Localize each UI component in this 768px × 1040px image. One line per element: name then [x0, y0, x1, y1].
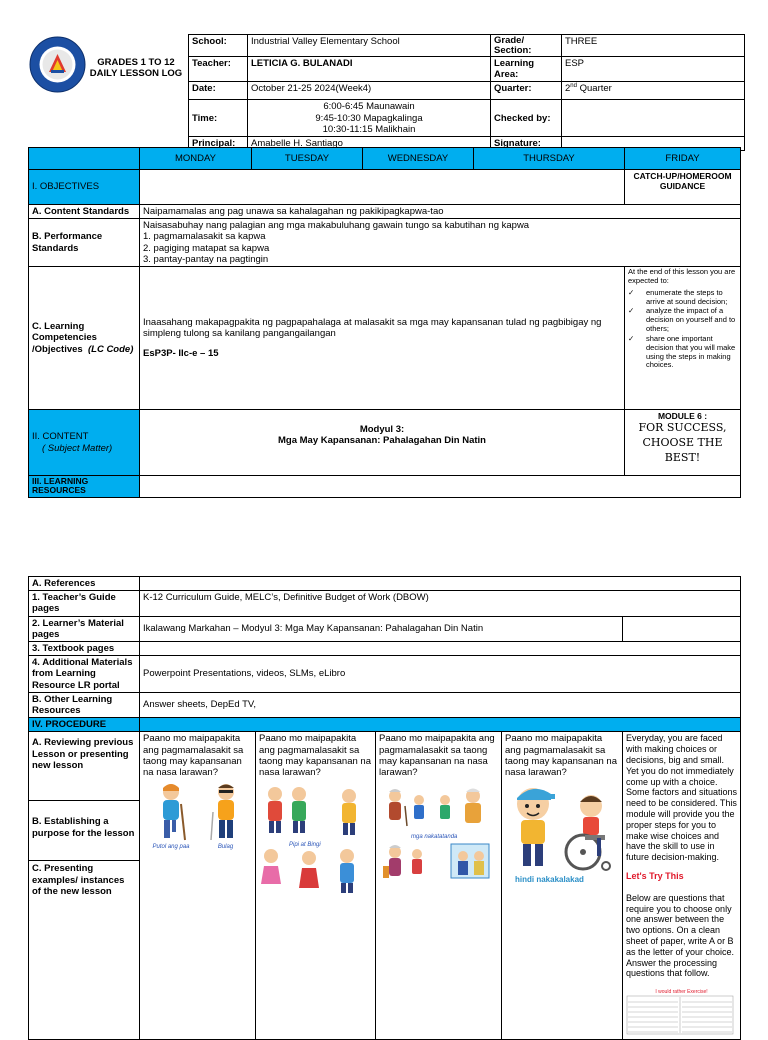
references-value	[140, 577, 741, 591]
learners-material-value: Ikalawang Markahan – Modyul 3: Mga May Kapansanan: Pahalagahan Din Natin	[140, 616, 623, 641]
tuesday-illustration	[259, 784, 372, 897]
content-standards-label: A. Content Standards	[29, 205, 140, 219]
caption-hindi-nakakalakad: hindi nakakalakad	[515, 875, 584, 885]
learners-material-label: 2. Learner’s Material pages	[29, 616, 140, 641]
caption-putol: Putol ang paa	[152, 844, 190, 851]
procedure-steps	[29, 732, 140, 1040]
day-thursday: THURSDAY	[474, 148, 625, 170]
wednesday-procedure	[376, 732, 502, 1040]
step-a-label: A. Reviewing previous Lesson or presenting new lesson	[29, 732, 139, 801]
title-line-1: GRADES 1 TO 12	[97, 57, 175, 68]
learners-material-friday	[623, 616, 741, 641]
time-label: Time:	[189, 100, 248, 137]
content-label: II. CONTENT ( Subject Matter)	[29, 410, 140, 476]
worksheet-lines	[626, 995, 734, 1035]
procedure-bar	[140, 718, 741, 732]
area-value: ESP	[562, 57, 745, 82]
quarter-value: 2nd Quarter	[562, 82, 745, 100]
other-resources-label: B. Other Learning Resources	[29, 692, 140, 717]
would-rather-worksheet	[626, 989, 737, 1038]
caption-nakatatanda: mga nakatatanda	[411, 834, 458, 841]
learning-resources-value	[140, 476, 741, 498]
friday-intro-text: Everyday, you are faced with making choices or decisions, big and small. Yet you do not immediately come up with a choice. Some factors and situations need to be considered. This module will provide you the proper steps for you to make wise choices and have the skill to use in future decision-making.	[626, 733, 738, 863]
monday-procedure	[140, 732, 256, 1040]
learning-resources-label: III. LEARNING RESOURCES	[29, 476, 140, 498]
thursday-question: Paano mo maipapakita ang pagmamalasakit sa taong may kapansanan na nasa larawan?	[505, 733, 617, 779]
objectives-mon-thu	[140, 170, 625, 205]
learning-competencies-label: C. Learning Competencies /Objectives (LC Code)	[29, 267, 140, 410]
objectives-label: I. OBJECTIVES	[29, 170, 140, 205]
teachers-guide-value: K-12 Curriculum Guide, MELC’s, Definitive Budget of Work (DBOW)	[140, 591, 741, 616]
references-label: A. References	[29, 577, 140, 591]
corner-cell	[29, 148, 140, 170]
additional-materials-label: 4. Additional Materials from Learning Resource LR portal	[29, 656, 140, 693]
objectives-table	[28, 147, 741, 498]
content-value: Modyul 3: Mga May Kapansanan: Pahalagahan Din Natin	[140, 410, 625, 476]
performance-standards-value: Naisasabuhay nang palagian ang mga makabuluhang gawain tungo sa kabutihan ng kapwa 1. pagmamalasakit sa kapwa 2. pagiging matapat sa kapwa 3. pantay-pantay na pagtingin	[140, 219, 741, 267]
tuesday-procedure	[256, 732, 376, 1040]
additional-materials-value: Powerpoint Presentations, videos, SLMs, eLibro	[140, 656, 741, 693]
content-standards-value: Naipamamalas ang pag unawa sa kahalagahan ng pakikipagkapwa-tao	[140, 205, 741, 219]
procedure-label: IV. PROCEDURE	[29, 718, 140, 732]
deped-logo	[29, 36, 86, 93]
thursday-illustration	[505, 780, 619, 893]
grade-value: THREE	[562, 35, 745, 57]
friday-competencies: At the end of this lesson you are expected to: ✓ enumerate the steps to arrive at sound decision; ✓ analyze the impact of a decision on yourself and to others; ✓ share one important decision that you will make using the steps in making choices.	[625, 267, 741, 410]
wednesday-illustration	[379, 786, 498, 889]
wednesday-question: Paano mo maipapakita ang pagmamalasakit sa taong may kapansanan na nasa larawan?	[379, 733, 495, 779]
grade-label: Grade/ Section:	[491, 35, 562, 57]
day-friday: FRIDAY	[625, 148, 741, 170]
monday-question: Paano mo maipapakita ang pagmamalasakit sa taong may kapansanan na nasa larawan?	[143, 733, 244, 779]
teachers-guide-label: 1. Teacher’s Guide pages	[29, 591, 140, 616]
teacher-value: LETICIA G. BULANADI	[248, 57, 491, 82]
title-line-2: DAILY LESSON LOG	[89, 68, 183, 80]
monday-illustration	[143, 782, 252, 851]
worksheet-title: I would rather Exercise!	[655, 989, 708, 996]
header-table	[188, 34, 745, 151]
performance-standards-label: B. Performance Standards	[29, 219, 140, 267]
resources-table	[28, 576, 741, 1040]
friday-content: MODULE 6 : FOR SUCCESS, CHOOSE THE BEST!	[625, 410, 741, 476]
tuesday-question: Paano mo maipapakita ang pagmamalasakit sa taong may kapansanan na nasa larawan?	[259, 733, 371, 779]
quarter-label: Quarter:	[491, 82, 562, 100]
teacher-label: Teacher:	[189, 57, 248, 82]
caption-pipi: Pipi at Bingi	[289, 842, 321, 849]
lets-try-heading: Let's Try This	[626, 871, 684, 881]
time-value: 6:00-6:45 Maunawain 9:45-10:30 Mapagkalinga 10:30-11:15 Malikhain	[248, 100, 491, 137]
date-label: Date:	[189, 82, 248, 100]
other-resources-value: Answer sheets, DepEd TV,	[140, 692, 741, 717]
learning-competencies-value: Inaasahang makapagpakita ng pagpapahalaga at malasakit sa mga may kapansanan tulad ng pagbibigay ng simpleng tulong sa kanilang pangangailangan EsP3P- IIc-e – 15	[140, 267, 625, 410]
day-monday: MONDAY	[140, 148, 252, 170]
signature-label: Signature:	[491, 137, 562, 151]
school-value: Industrial Valley Elementary School	[248, 35, 491, 57]
lesson-log-title	[86, 57, 186, 80]
thursday-procedure	[502, 732, 623, 1040]
checked-label: Checked by:	[491, 100, 562, 137]
principal-value: Amabelle H. Santiago	[248, 137, 491, 151]
day-wednesday: WEDNESDAY	[363, 148, 474, 170]
textbook-label: 3. Textbook pages	[29, 642, 140, 656]
objectives-friday: CATCH-UP/HOMEROOM GUIDANCE	[625, 170, 741, 205]
day-tuesday: TUESDAY	[252, 148, 363, 170]
checked-value	[562, 100, 745, 137]
textbook-value	[140, 642, 741, 656]
friday-instructions: Below are questions that require you to choose only one answer between the two options. On a clean sheet of paper, write A or B as the letter of your choice. Answer the processing questions that follow.	[626, 892, 735, 979]
area-label: Learning Area:	[491, 57, 562, 82]
date-value: October 21-25 2024(Week4)	[248, 82, 491, 100]
school-label: School:	[189, 35, 248, 57]
caption-bulag: Bulag	[217, 844, 234, 851]
step-b-label: B. Establishing a purpose for the lesson	[29, 801, 139, 861]
friday-procedure	[623, 732, 741, 1040]
principal-label: Principal:	[189, 137, 248, 151]
step-c-label: C. Presenting examples/ instances of the new lesson	[32, 863, 125, 897]
